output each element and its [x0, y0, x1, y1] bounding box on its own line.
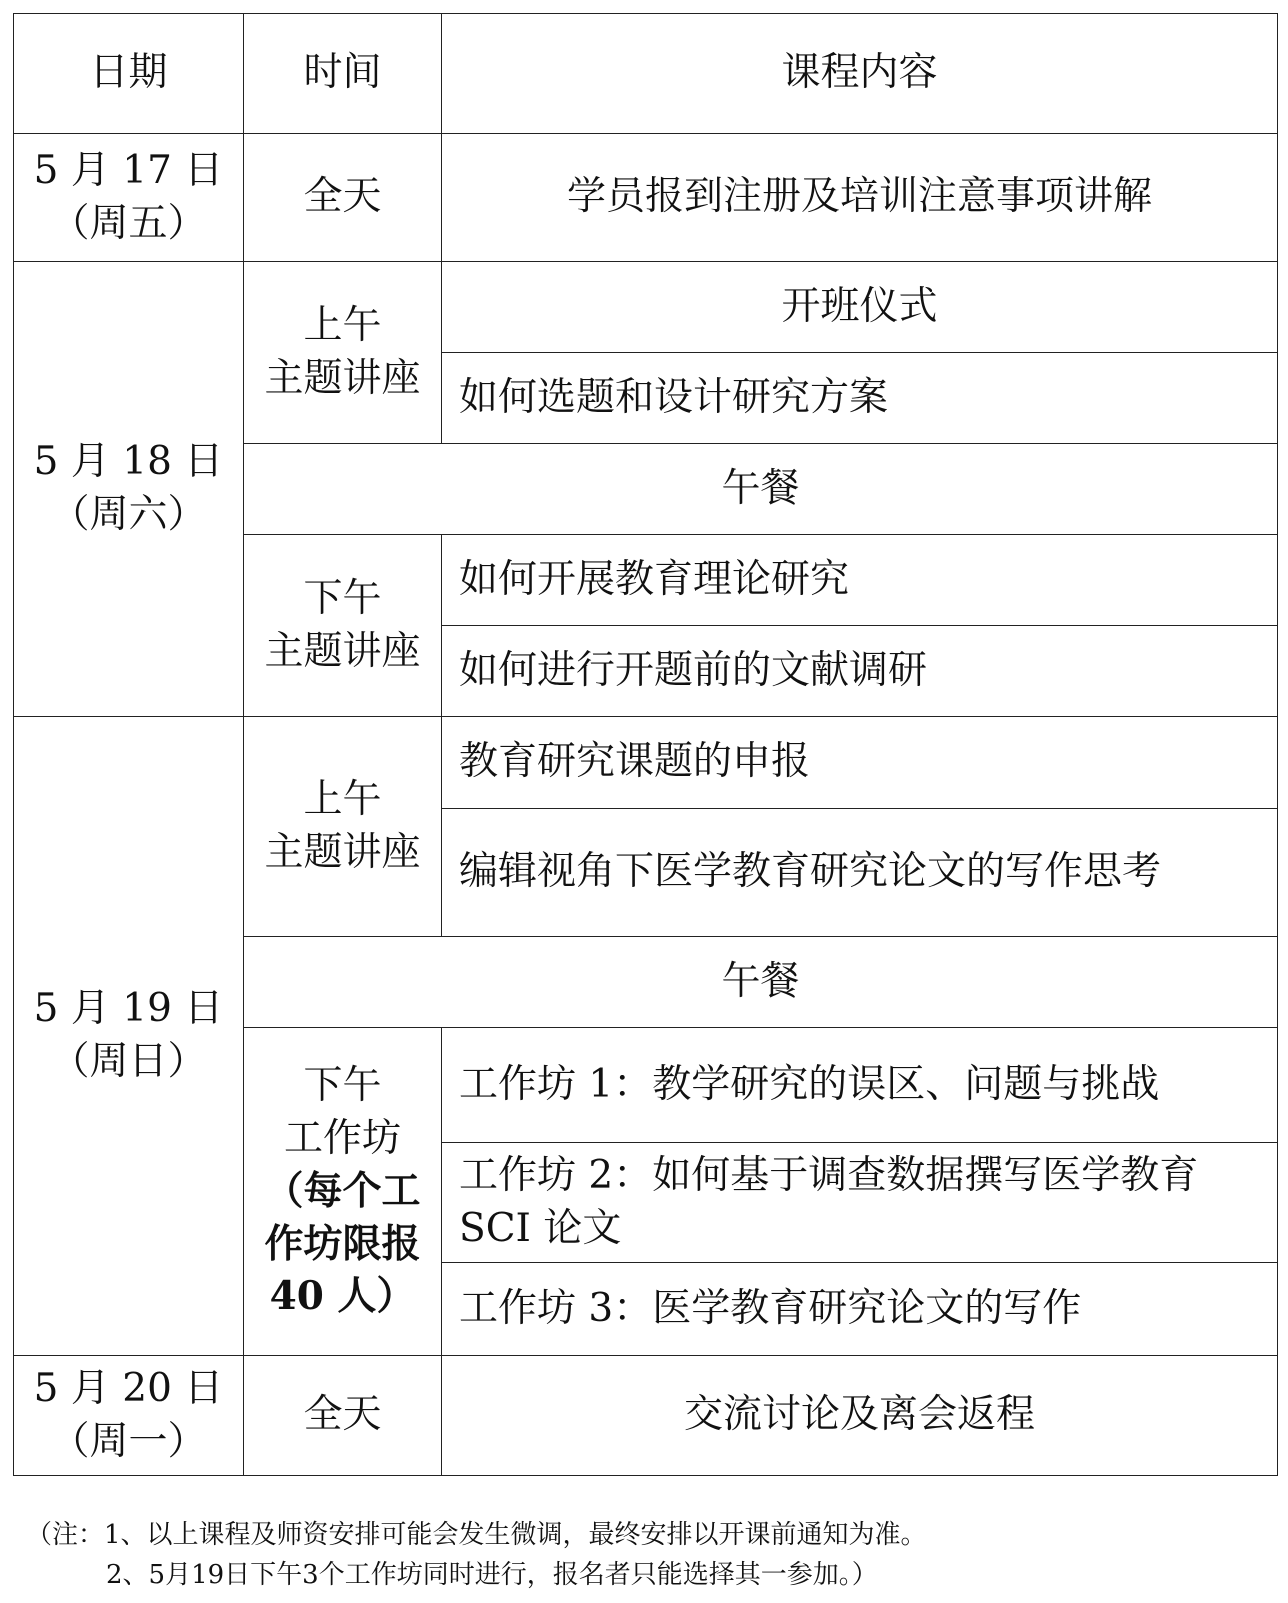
date-cell	[14, 1356, 244, 1476]
time-label: 工作坊	[283, 1115, 401, 1161]
content-cell: 如何开展教育理论研究	[442, 535, 1278, 626]
table-row	[14, 1356, 1278, 1476]
header-row	[14, 14, 1278, 134]
time-label: 下午	[303, 1062, 382, 1108]
date-label: 5 月 17 日	[33, 147, 224, 193]
weekday-label: （周一）	[50, 1418, 207, 1464]
weekday-label: （周五）	[50, 200, 207, 246]
note-2: 2、5月19日下午3个工作坊同时进行，报名者只能选择其一参加。）	[106, 1560, 878, 1590]
time-label: 主题讲座	[264, 628, 421, 674]
content-cell	[442, 1143, 1278, 1263]
header-content: 课程内容	[442, 14, 1278, 134]
content-cell: 交流讨论及离会返程	[442, 1356, 1278, 1476]
date-cell	[14, 262, 244, 717]
table-row	[14, 262, 1278, 353]
content-cell: 开班仪式	[442, 262, 1278, 353]
time-label: 上午	[303, 776, 382, 822]
content-cell: 教育研究课题的申报	[442, 717, 1278, 809]
workshop-title-cont: SCI 论文	[459, 1205, 622, 1251]
time-note: 作坊限报	[264, 1220, 421, 1267]
time-cell: 全天	[244, 134, 442, 262]
date-label: 5 月 18 日	[33, 439, 224, 485]
time-cell: 全天	[244, 1356, 442, 1476]
content-cell: 如何选题和设计研究方案	[442, 353, 1278, 444]
lunch-cell: 午餐	[244, 444, 1278, 535]
time-cell	[244, 535, 442, 717]
time-note: 40 人）	[269, 1273, 416, 1320]
time-label: 主题讲座	[264, 355, 421, 401]
content-cell: 编辑视角下医学教育研究论文的写作思考	[442, 809, 1278, 937]
time-cell	[244, 1028, 442, 1356]
weekday-label: （周日）	[50, 1039, 207, 1084]
content-cell: 工作坊 1：教学研究的误区、问题与挑战	[442, 1028, 1278, 1143]
date-label: 5 月 19 日	[33, 986, 224, 1032]
date-cell	[14, 717, 244, 1356]
header-time: 时间	[244, 14, 442, 134]
lunch-cell: 午餐	[244, 937, 1278, 1028]
weekday-label: （周六）	[50, 492, 207, 537]
content-cell: 工作坊 3：医学教育研究论文的写作	[442, 1263, 1278, 1356]
time-label: 上午	[303, 302, 382, 348]
workshop-title: 工作坊 2：如何基于调查数据撰写医学教育	[459, 1152, 1199, 1198]
header-date: 日期	[14, 14, 244, 134]
time-label: 主题讲座	[264, 829, 421, 875]
schedule-table	[13, 13, 1278, 1476]
date-cell	[14, 134, 244, 262]
table-row	[14, 134, 1278, 262]
time-cell	[244, 717, 442, 937]
time-note: （每个工	[264, 1168, 421, 1215]
note-1: （注：1、以上课程及师资安排可能会发生微调，最终安排以开课前通知为准。	[26, 1520, 927, 1550]
table-row	[14, 717, 1278, 809]
content-cell: 如何进行开题前的文献调研	[442, 626, 1278, 717]
footnotes	[26, 1515, 927, 1595]
content-cell: 学员报到注册及培训注意事项讲解	[442, 134, 1278, 262]
time-cell	[244, 262, 442, 444]
time-label: 下午	[303, 575, 382, 621]
date-label: 5 月 20 日	[33, 1365, 224, 1411]
